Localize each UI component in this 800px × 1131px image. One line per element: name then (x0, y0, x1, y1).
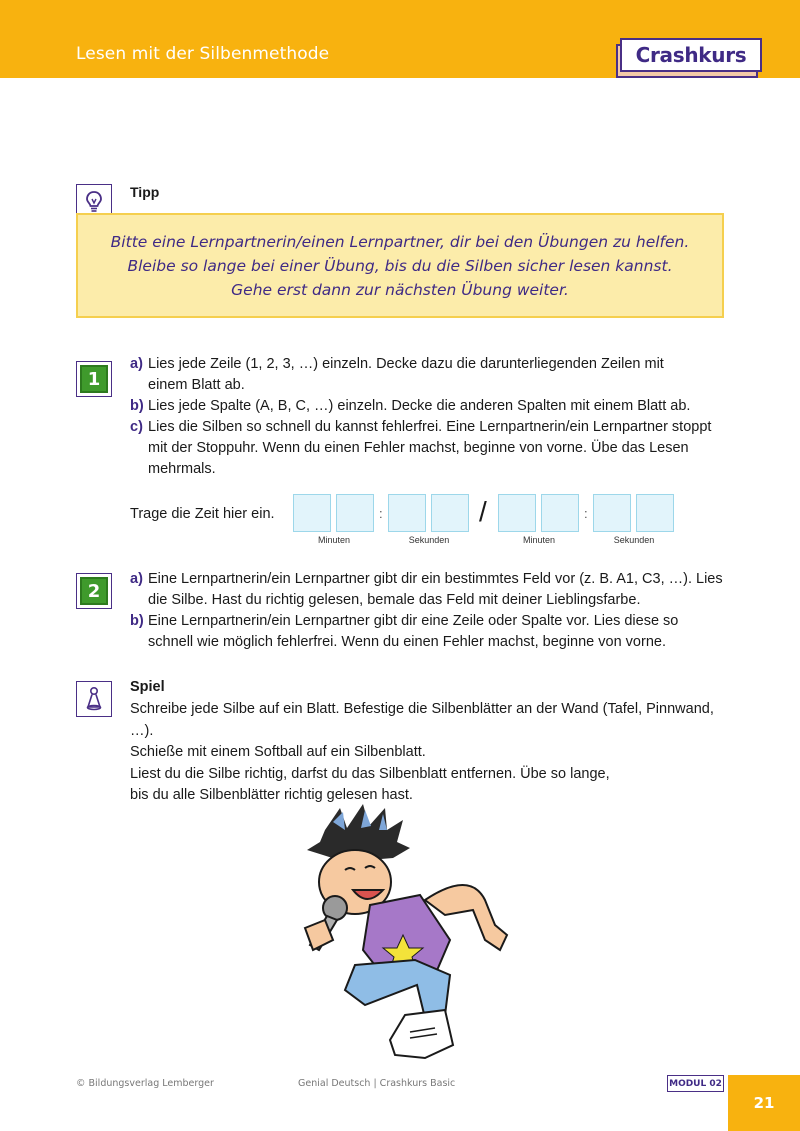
copyright: © Bildungsverlag Lemberger (76, 1078, 214, 1089)
time-entry-label: Trage die Zeit hier ein. (130, 506, 275, 522)
spiel-heading: Spiel (130, 679, 165, 695)
minutes-digit-1-input[interactable] (293, 494, 331, 532)
exercise-number-1: 1 (76, 361, 112, 397)
time-entry (130, 494, 690, 554)
spiel-line: bis du alle Silbenblätter richtig gelesen hast. (130, 787, 413, 803)
tipp-box (76, 213, 724, 318)
time-divider: / (479, 496, 487, 527)
minutes-digit-4-input[interactable] (541, 494, 579, 532)
page-header (0, 0, 800, 78)
task-item (130, 569, 730, 611)
game-piece-icon (76, 681, 112, 717)
task-text: Lies jede Spalte (A, B, C, …) einzeln. Decke die anderen Spalten mit einem Blatt ab. (148, 398, 691, 414)
crashkurs-logo (616, 38, 762, 76)
time-colon: : (379, 506, 383, 521)
tipp-line: Gehe erst dann zur nächsten Übung weiter. (231, 280, 569, 299)
exercise-2-instructions (130, 569, 730, 653)
task-letter: c) (130, 419, 143, 435)
task-item (130, 354, 730, 396)
tipp-line: Bleibe so lange bei einer Übung, bis du die Silben sicher lesen kannst. (127, 256, 673, 275)
spiel-text (130, 699, 740, 807)
seconds-digit-4-input[interactable] (636, 494, 674, 532)
task-text: Lies jede Zeile (1, 2, 3, …) einzeln. Decke dazu die darunterliegenden Zeilen mit einem Blatt ab. (148, 356, 664, 393)
minutes-digit-2-input[interactable] (336, 494, 374, 532)
task-item (130, 611, 730, 653)
exercise-number-2: 2 (76, 573, 112, 609)
seconds-digit-2-input[interactable] (431, 494, 469, 532)
unit-label: Minuten (317, 535, 351, 545)
tipp-line: Bitte eine Lernpartnerin/einen Lernpartner, dir bei den Übungen zu helfen. (110, 232, 690, 251)
spiel-line: Schreibe jede Silbe auf ein Blatt. Befestige die Silbenblätter an der Wand (Tafel, Pinnwand, …). (130, 701, 714, 739)
spiel-line: Schieße mit einem Softball auf ein Silbenblatt. (130, 744, 426, 760)
unit-label: Minuten (522, 535, 556, 545)
task-item (130, 417, 730, 480)
series-title: Genial Deutsch | Crashkurs Basic (298, 1078, 456, 1089)
task-text: Lies die Silben so schnell du kannst fehlerfrei. Eine Lernpartnerin/ein Lernpartner stoppt mit der Stoppuhr. Wenn du einen Fehler machst, beginne von vorne. Übe das Lesen mehrmals. (148, 419, 712, 477)
task-letter: a) (130, 356, 143, 372)
unit-label: Sekunden (408, 535, 450, 545)
exercise-1-instructions (130, 354, 730, 480)
page-title: Lesen mit der Silbenmethode (76, 44, 330, 64)
unit-label: Sekunden (613, 535, 655, 545)
page-number: 21 (728, 1075, 800, 1131)
task-text: Eine Lernpartnerin/ein Lernpartner gibt dir ein bestimmtes Feld vor (z. B. A1, C3, …). Lies die Silbe. Hast du richtig gelesen, bemale das Feld mit deiner Lieblingsfarbe. (148, 571, 723, 608)
seconds-digit-3-input[interactable] (593, 494, 631, 532)
spiel-line: Liest du die Silbe richtig, darfst du das Silbenblatt entfernen. Übe so lange, (130, 765, 610, 782)
seconds-digit-1-input[interactable] (388, 494, 426, 532)
task-letter: b) (130, 613, 144, 629)
task-item (130, 396, 730, 417)
task-text: Eine Lernpartnerin/ein Lernpartner gibt dir eine Zeile oder Spalte vor. Lies diese so schnell wie möglich fehlerfrei. Wenn du einen Fehler machst, beginne von vorne. (148, 613, 679, 650)
task-letter: b) (130, 398, 144, 414)
module-badge: MODUL 02 (667, 1075, 724, 1092)
singing-boy-illustration (285, 800, 520, 1065)
tipp-heading: Tipp (130, 184, 160, 200)
task-letter: a) (130, 571, 143, 587)
time-colon: : (584, 506, 588, 521)
minutes-digit-3-input[interactable] (498, 494, 536, 532)
logo-text: Crashkurs (620, 38, 762, 72)
